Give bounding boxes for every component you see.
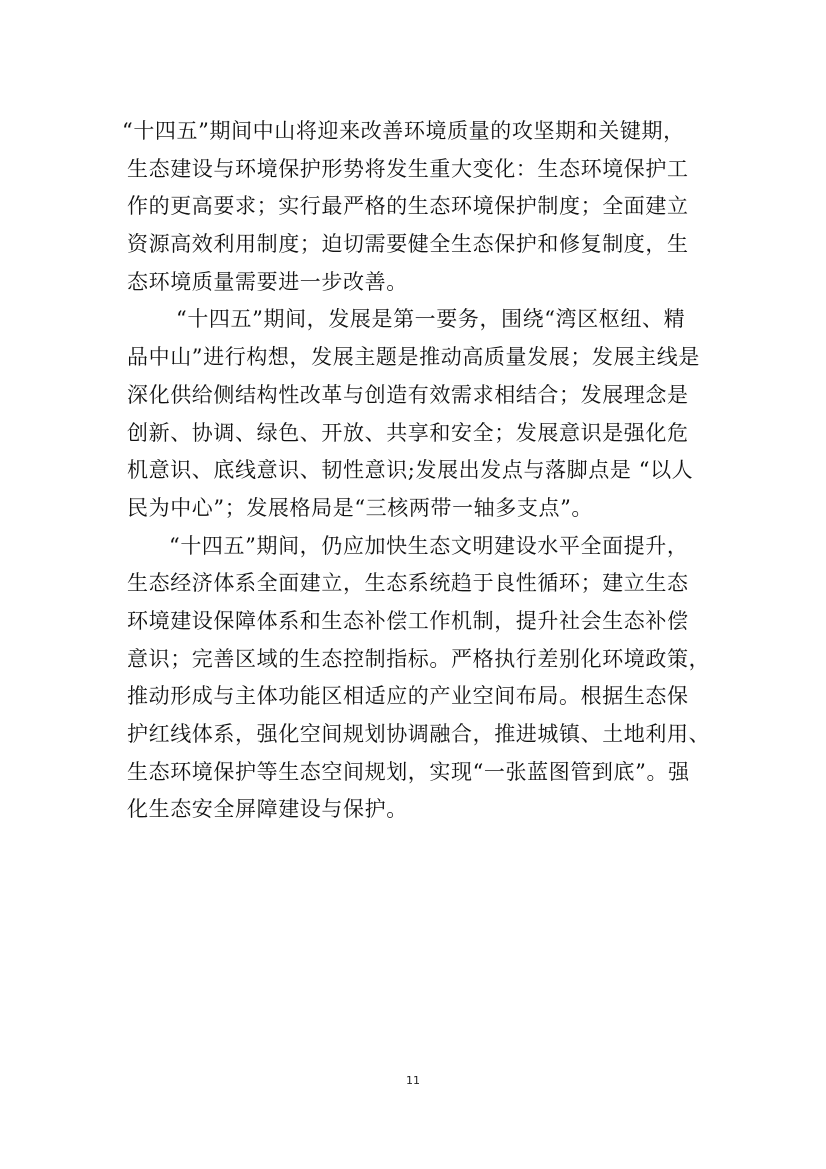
text-line: 民为中心”；发展格局是“三核两带一轴多支点”。 xyxy=(127,495,594,520)
text-line: 深化供给侧结构性改革与创造有效需求相结合；发展理念是 xyxy=(127,382,689,407)
text-line: 资源高效利用制度；迫切需要健全生态保护和修复制度，生 xyxy=(127,232,689,257)
text-line: 推动形成与主体功能区相适应的产业空间布局。根据生态保 xyxy=(127,684,689,709)
paragraph-1 xyxy=(122,113,705,301)
text-line: 品中山”进行构想，发展主题是推动高质量发展；发展主线是 xyxy=(127,345,700,370)
text-line: 环境建设保障体系和生态补偿工作机制，提升社会生态补偿 xyxy=(127,608,689,633)
text-line: 作的更高要求；实行最严格的生态环境保护制度；全面建立 xyxy=(127,194,689,219)
text-line: 态环境质量需要进一步改善。 xyxy=(127,269,408,294)
text-line: “十四五”期间中山将迎来改善环境质量的攻坚期和关键期， xyxy=(122,119,685,143)
text-line: “十四五”期间，发展是第一要务，围绕“湾区枢纽、精 xyxy=(176,307,686,332)
page-number: 11 xyxy=(406,1074,420,1087)
body-text xyxy=(122,113,711,829)
text-line: 意识；完善区域的生态控制指标。严格执行差别化环境政策， xyxy=(127,646,711,671)
text-line: 创新、协调、绿色、开放、共享和安全；发展意识是强化危 xyxy=(127,420,689,445)
paragraph-3 xyxy=(127,528,711,830)
paragraph-2 xyxy=(127,301,705,527)
text-line: 生态环境保护等生态空间规划，实现“一张蓝图管到底”。强 xyxy=(127,759,690,784)
text-line: “十四五”期间，仍应加快生态文明建设水平全面提升， xyxy=(169,533,689,558)
text-line: 化生态安全屏障建设与保护。 xyxy=(127,797,408,822)
text-line: 生态经济体系全面建立，生态系统趋于良性循环；建立生态 xyxy=(127,571,689,596)
text-line: 机意识、底线意识、韧性意识;发展出发点与落脚点是 “以人 xyxy=(127,458,694,483)
text-line: 生态建设与环境保护形势将发生重大变化：生态环境保护工 xyxy=(127,156,689,181)
text-line: 护红线体系，强化空间规划协调融合，推进城镇、土地利用、 xyxy=(127,722,711,746)
